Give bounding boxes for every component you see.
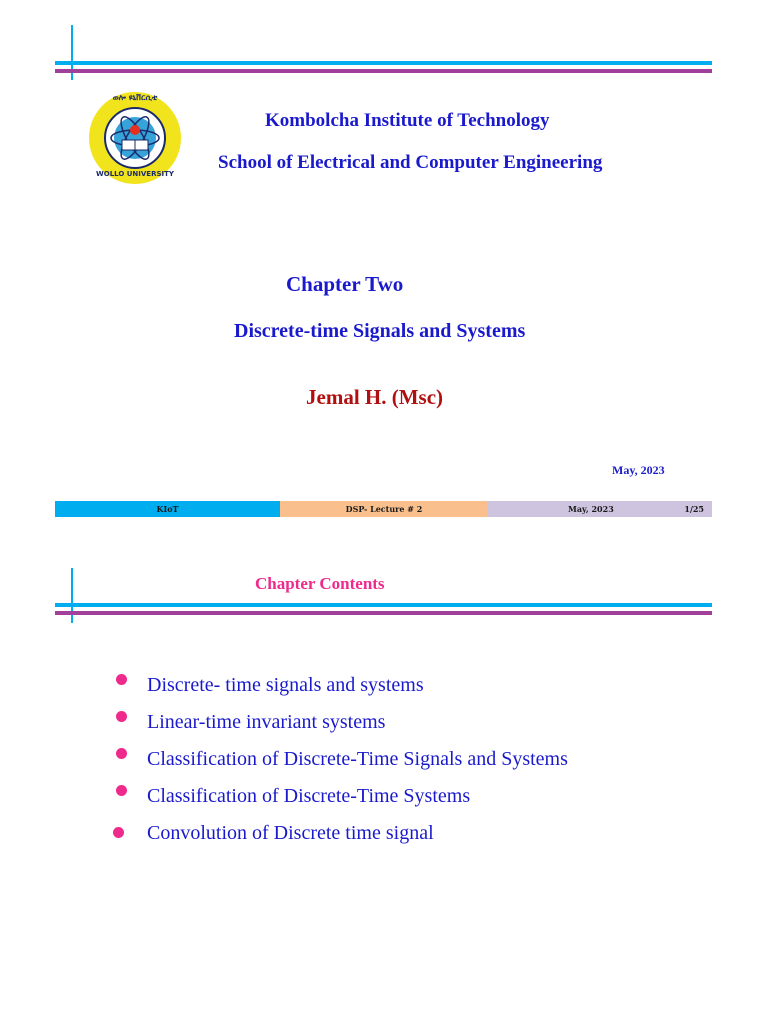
list-item-text: Linear-time invariant systems — [147, 711, 386, 733]
list-item — [110, 670, 730, 707]
list-item — [110, 781, 730, 818]
author-name: Jemal H. (Msc) — [306, 385, 444, 409]
footer-lecture — [280, 501, 488, 517]
list-item-text: Classification of Discrete-Time Systems — [147, 785, 471, 807]
list-item-text: Discrete- time signals and systems — [147, 674, 424, 696]
list-item — [110, 818, 730, 855]
bullet-icon — [116, 711, 127, 722]
chapter-contents-list — [110, 670, 730, 855]
bullet-icon — [113, 827, 124, 838]
chapter-title: Discrete-time Signals and Systems — [234, 320, 526, 342]
slide2-purple-rule — [55, 611, 712, 615]
slide2-blue-rule — [55, 603, 712, 607]
chapter-label: Chapter Two — [286, 272, 404, 296]
logo-top-text: ወሎ ዩኒቨርሲቲ — [112, 93, 158, 102]
slide1-footer-bar — [55, 501, 712, 517]
school-name: School of Electrical and Computer Engineering — [218, 152, 603, 173]
list-item-text: Classification of Discrete-Time Signals and Systems — [147, 748, 568, 770]
slide1-purple-rule — [55, 69, 712, 73]
bullet-icon — [116, 748, 127, 759]
list-item — [110, 744, 730, 781]
university-logo — [82, 90, 188, 186]
logo-bottom-text: WOLLO UNIVERSITY — [96, 170, 174, 178]
footer-date-text: May, 2023 — [568, 504, 614, 514]
footer-date-page — [488, 501, 712, 517]
slide1-blue-rule — [55, 61, 712, 65]
footer-institution-text: KIoT — [156, 504, 179, 514]
bullet-icon — [116, 674, 127, 685]
footer-institution — [55, 501, 280, 517]
institute-name: Kombolcha Institute of Technology — [265, 110, 550, 131]
slide2-heading: Chapter Contents — [255, 574, 385, 593]
presentation-date: May, 2023 — [612, 463, 665, 477]
footer-lecture-text: DSP- Lecture # 2 — [345, 504, 423, 514]
list-item-text: Convolution of Discrete time signal — [147, 822, 434, 844]
bullet-icon — [116, 785, 127, 796]
footer-page-number: 1/25 — [684, 504, 704, 514]
list-item — [110, 707, 730, 744]
